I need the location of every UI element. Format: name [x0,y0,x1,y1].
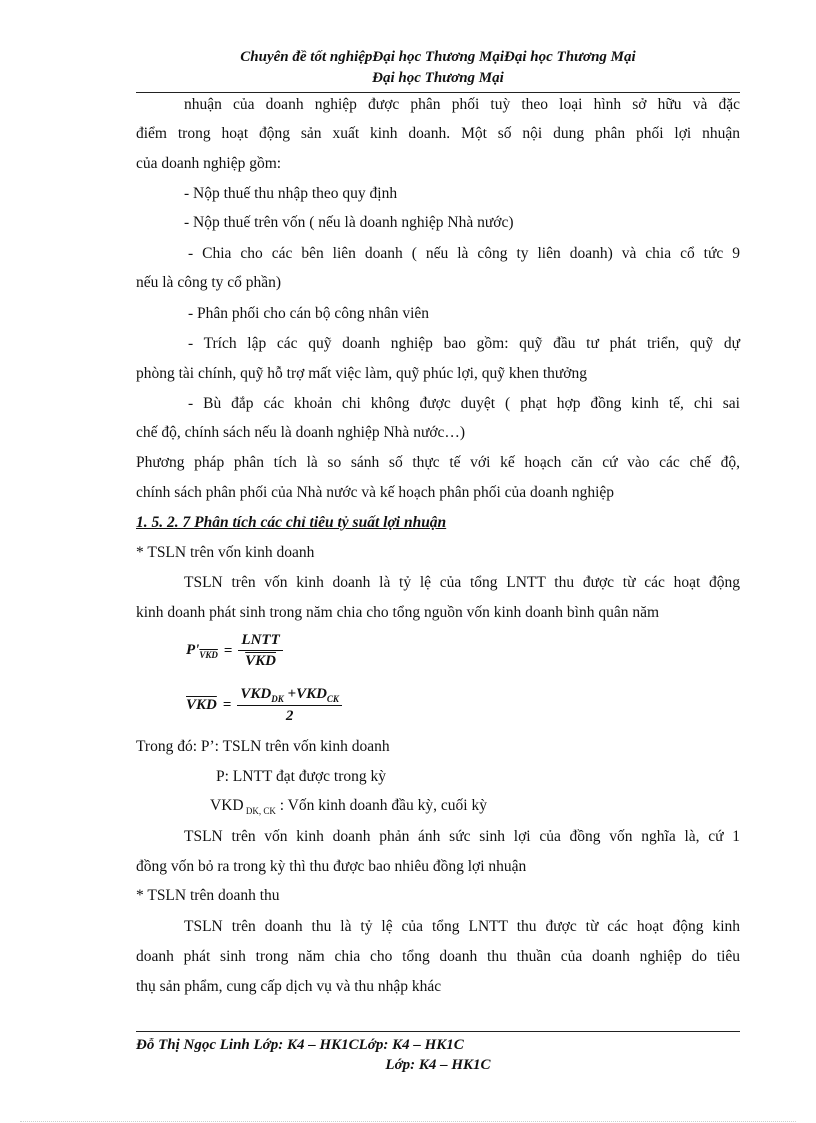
formula-lhs: $\overline{VKD}$ [186,697,217,713]
header-title-line2: Đại học Thương Mại [372,70,504,86]
bullet-item-continued: phòng tài chính, quỹ hỗ trợ mất việc làm, quỹ phúc lợi, quỹ khen thưởng [136,365,587,382]
footer-author-line2: Lớp: K4 – HK1C [385,1057,491,1073]
bullet-item: - Phân phối cho cán bộ công nhân viên [188,305,430,322]
footer-divider [136,1031,740,1032]
bullet-item: - Nộp thuế thu nhập theo quy định [184,185,398,202]
paragraph-line: kinh doanh phát sinh trong năm chia cho tổng nguồn vốn kinh doanh bình quân năm [136,604,660,621]
bullet-item: - Trích lập các quỹ doanh nghiệp bao gồm: quỹ đầu tư phát triển, quỹ dự [188,335,740,352]
formula-fraction [237,686,342,725]
bullet-item-continued: chế độ, chính sách nếu là doanh nghiệp Nhà nước…) [136,424,466,441]
paragraph-line: TSLN trên doanh thu là tỷ lệ của tổng LNTT thu được từ các hoạt động kinh [184,918,740,935]
paragraph-line: Phương pháp phân tích là so sánh số thực tế với kế hoạch căn cứ vào các chế độ, [136,454,740,471]
bullet-item: - Nộp thuế trên vốn ( nếu là doanh nghiệp Nhà nước) [184,214,514,231]
formula-fraction [238,632,282,670]
paragraph-line: thụ sản phẩm, cung cấp dịch vụ và thu nhập khác [136,978,442,995]
formula-average-capital [186,686,342,725]
paragraph-line: chính sách phân phối của Nhà nước và kế hoạch phân phối của doanh nghiệp [136,484,615,501]
formula-profit-rate [186,632,283,670]
formula-denominator: VKD [245,653,276,669]
paragraph-line: TSLN trên vốn kinh doanh là tỷ lệ của tổng LNTT thu được từ các hoạt động [184,574,740,591]
paragraph-line: TSLN trên vốn kinh doanh phản ánh sức sinh lợi của đồng vốn nghĩa là, cứ 1 [184,828,740,845]
bullet-item: - Chia cho các bên liên doanh ( nếu là công ty liên doanh) và chia cổ tức 9 [188,245,740,262]
footer-author-line1: Đỗ Thị Ngọc Linh Lớp: K4 – HK1CLớp: K4 – HK1C [136,1037,464,1053]
paragraph-line: doanh phát sinh trong năm chia cho tổng doanh thu thuần của doanh nghiệp do tiêu [136,948,740,965]
definition-line: VKD $_{DK, CK}$ : Vốn kinh doanh đầu kỳ, cuối kỳ [210,797,487,817]
bullet-item: - Bù đắp các khoản chi không được duyệt ( phạt hợp đồng kinh tế, chi sai [188,395,740,412]
formula-equals: = [222,697,232,713]
formula-numerator: $VKD_{DK} +VKD_{CK}$ [237,686,342,706]
section-heading: 1. 5. 2. 7 Phân tích các chỉ tiêu tỷ suất lợi nhuận [136,514,447,531]
formula-lhs: $P'_{\overline{VKD}}$ [186,642,218,660]
page-edge [20,1121,796,1122]
definition-line: Trong đó: P’: TSLN trên vốn kinh doanh [136,738,390,755]
header-divider [136,92,740,93]
definition-line: P: LNTT đạt được trong kỳ [216,768,387,785]
formula-equals: = [223,642,233,659]
formula-denominator: 2 [285,708,294,724]
bullet-item-continued: nếu là công ty cổ phần) [136,274,282,291]
subheading: * TSLN trên vốn kinh doanh [136,544,315,561]
paragraph-line: của doanh nghiệp gồm: [136,155,282,172]
subheading: * TSLN trên doanh thu [136,887,280,904]
paragraph-line: nhuận của doanh nghiệp được phân phối tuỳ theo loại hình sở hữu và đặc [184,96,740,113]
paragraph-line: đồng vốn bỏ ra trong kỳ thì thu được bao nhiêu đồng lợi nhuận [136,858,527,875]
paragraph-line: điểm trong hoạt động sản xuất kinh doanh. Một số nội dung phân phối lợi nhuận [136,125,740,142]
header-title-line1: Chuyên đề tốt nghiệpĐại học Thương MạiĐại học Thương Mại [240,49,636,65]
formula-numerator: LNTT [238,632,282,651]
